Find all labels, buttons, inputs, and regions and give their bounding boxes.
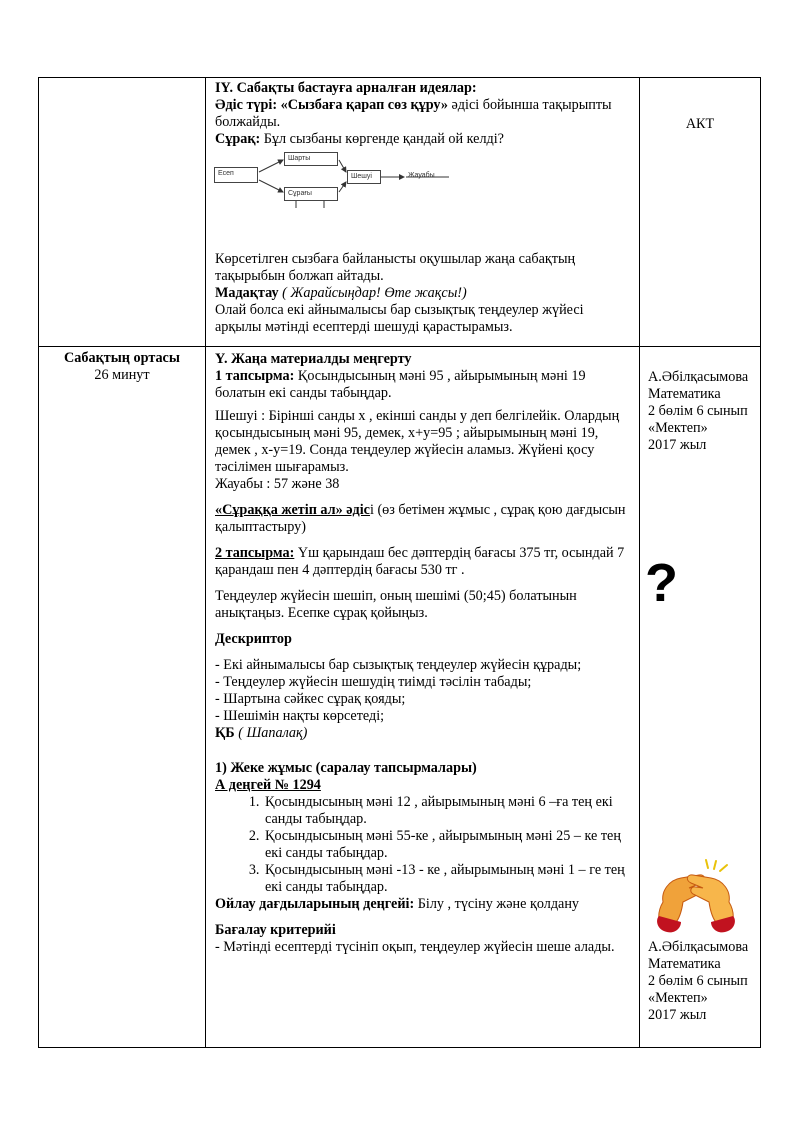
method-name: «Сызбаға қарап сөз құру» (280, 97, 448, 113)
descriptor-item: - Екі айнымалысы бар сызықтық теңдеулер жүйесін құрады; (215, 657, 582, 673)
resource-textbook-top (648, 369, 760, 454)
conclusion-text: Олай болса екі айнымалысы бар сызықтық теңдеулер жүйесі арқылы мәтінді есептерді шешуді қарастырамыз. (215, 302, 584, 335)
solution-text: Шешуі : Бірінші санды х , екінші санды у деп белгілейік. Олардың қосындысының мәні 95, демек, х+у=95 ; айырымының мәні 19, демек , х-у=19. Сонда теңдеулер жүйесін аламыз. Жүйені қосу тәсілімен шығарамыз. (215, 408, 620, 475)
column-divider-1 (205, 77, 206, 1048)
kb-text: ( Шапалақ) (234, 725, 308, 741)
level-task-item: 3. Қосындысының мәні -13 - ке , айырымының мәні 1 – ге тең екі санды табыңдар. (263, 862, 633, 896)
method-description: әдісі бойынша тақырыпты болжайды. (215, 97, 612, 130)
row1-content (215, 80, 633, 148)
level-a-tasks (215, 794, 633, 896)
resource-year: 2017 жыл (648, 1007, 707, 1023)
resource-publisher: «Мектеп» (648, 420, 708, 436)
diagram-box-question: Сұрағы (284, 187, 338, 201)
scheme-diagram (213, 150, 453, 208)
criteria-title: Бағалау критерийі (215, 922, 336, 938)
prediction-text: Көрсетілген сызбаға байланысты оқушылар жаңа сабақтың тақырыбын болжап айтады. (215, 251, 576, 284)
task2-label: 2 тапсырма: (215, 545, 295, 561)
resource-author: А.Әбілқасымова (648, 369, 749, 385)
new-material-heading: Y. Жаңа материалды меңгерту (215, 351, 412, 367)
question-mark-icon: ? (645, 553, 678, 613)
stage-time: 26 минут (94, 367, 150, 383)
resource-subject: Математика (648, 386, 721, 402)
task1-text: Қосындысының мәні 95 , айырымының мәні 19 болатын екі санды табыңдар. (215, 368, 586, 401)
column-divider-2 (639, 77, 640, 1048)
clapping-hands-icon (651, 858, 741, 936)
diagram-box-solution: Шешуі (347, 170, 381, 184)
praise-text: ( Жарайсыңдар! Өте жақсы!) (278, 285, 467, 301)
task2-text: Үш қарындаш бес дәптердің бағасы 375 тг, осындай 7 қарандаш пен 4 дәптердің бағасы 530 тг . (215, 545, 625, 578)
resource-year: 2017 жыл (648, 437, 707, 453)
heading-number: IY (215, 80, 230, 96)
resource-publisher: «Мектеп» (648, 990, 708, 1006)
descriptor-item: - Теңдеулер жүйесін шешудің тиімді тәсілін табады; (215, 674, 532, 690)
row-divider (38, 346, 761, 347)
praise-label: Мадақтау (215, 285, 279, 301)
level-task-item: 1. Қосындысының мәні 12 , айырымының мәні 6 –ға тең екі санды табыңдар. (263, 794, 633, 828)
descriptor-title: Дескриптор (215, 631, 292, 647)
level-task-item: 2. Қосындысының мәні 55-ке , айырымының мәні 25 – ке тең екі санды табыңдар. (263, 828, 633, 862)
kb-label: ҚБ (215, 725, 235, 741)
resource-grade: 2 бөлім 6 сынып (648, 973, 748, 989)
descriptor-list (215, 657, 633, 725)
resource-subject: Математика (648, 956, 721, 972)
diagram-box-answer: Жауабы (408, 172, 435, 179)
descriptor-item: - Шешімін нақты көрсетеді; (215, 708, 385, 724)
descriptor-item: - Шартына сәйкес сұрақ қояды; (215, 691, 406, 707)
section-heading: . Сабақты бастауға арналған идеялар: (229, 80, 477, 96)
task1-label: 1 тапсырма: (215, 368, 295, 384)
individual-work-title: 1) Жеке жұмыс (саралау тапсырмалары) (215, 760, 477, 776)
diagram-box-condition: Шарты (284, 152, 338, 166)
method2-description: і (өз бетімен жұмыс , сұрақ қою дағдысын қалыптастыру) (215, 502, 626, 535)
method-label: Әдіс түрі: (215, 97, 281, 113)
row2-content (215, 351, 633, 956)
stage-cell (39, 350, 205, 384)
method2-name: «Сұраққа жетіп ал» әдіс (215, 502, 370, 518)
task2-followup: Теңдеулер жүйесін шешіп, оның шешімі (50;45) болатынын анықтаңыз. Есепке сұрақ қойыңыз. (215, 588, 577, 621)
question-text: Бұл сызбаны көргенде қандай ой келді? (260, 131, 504, 147)
criteria-text: - Мәтінді есептерді түсініп оқып, теңдеулер жүйесін шеше алады. (215, 939, 615, 955)
resource-ict: АКТ (685, 116, 715, 132)
level-a-title: А деңгей № 1294 (215, 777, 321, 793)
skills-label: Ойлау дағдыларының деңгейі: (215, 896, 415, 912)
answer-text: Жауабы : 57 және 38 (215, 476, 340, 492)
resource-author: А.Әбілқасымова (648, 939, 749, 955)
skills-text: Білу , түсіну және қолдану (414, 896, 580, 912)
question-label: Сұрақ: (215, 131, 261, 147)
resource-textbook-bottom (648, 939, 760, 1024)
resource-grade: 2 бөлім 6 сынып (648, 403, 748, 419)
stage-title: Сабақтың ортасы (64, 350, 180, 366)
row1-content-bottom (215, 251, 633, 336)
diagram-box-problem: Есеп (214, 167, 258, 183)
